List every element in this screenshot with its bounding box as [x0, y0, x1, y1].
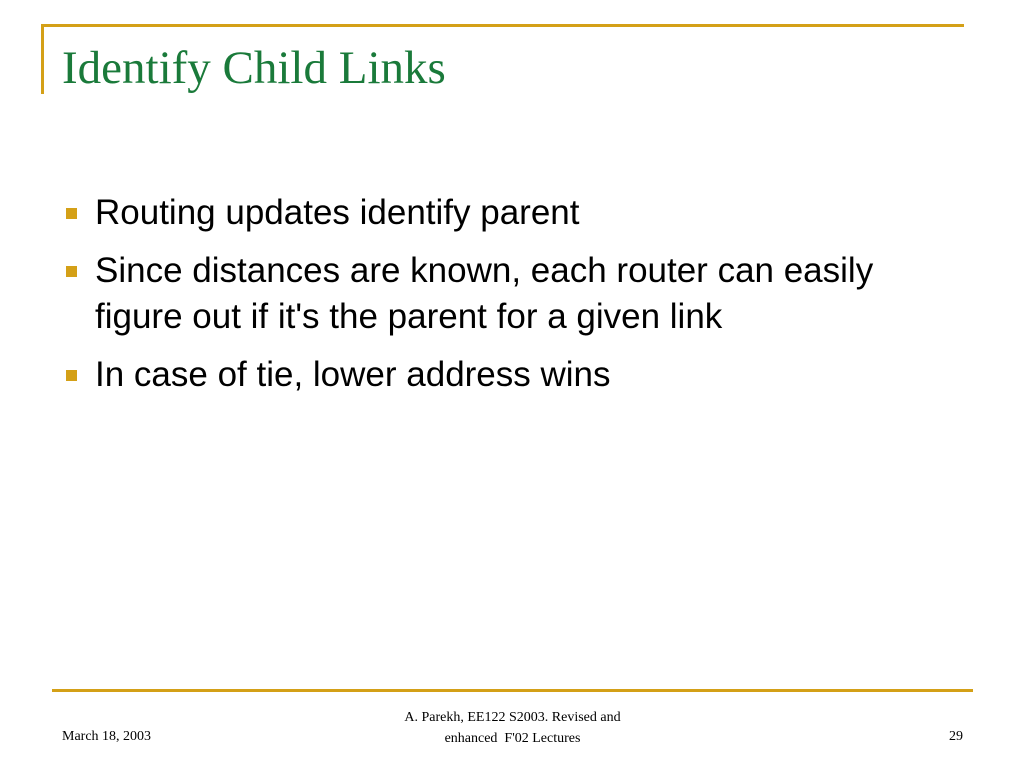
bullet-item — [62, 190, 942, 236]
footer-date: March 18, 2003 — [62, 729, 152, 744]
footer-credit-line1: A. Parekh, EE122 S2003. Revised and — [404, 710, 621, 725]
frame-top-line — [41, 24, 964, 27]
frame-left-line — [41, 24, 44, 94]
square-bullet-icon — [66, 208, 77, 219]
bullet-item — [62, 352, 942, 398]
footer-credit-line2: enhanced F'02 Lectures — [444, 731, 581, 746]
bullet-text: In case of tie, lower address wins — [95, 355, 611, 394]
bullet-text: Routing updates identify parent — [95, 193, 580, 232]
bullet-item — [62, 248, 942, 340]
square-bullet-icon — [66, 266, 77, 277]
footer-divider — [52, 689, 973, 692]
square-bullet-icon — [66, 370, 77, 381]
footer-credit — [370, 707, 655, 749]
bullet-list — [62, 190, 942, 410]
slide-title: Identify Child Links — [62, 42, 446, 94]
page-number: 29 — [949, 729, 963, 744]
bullet-text: Since distances are known, each router can easily figure out if it's the parent for a given link — [95, 251, 874, 336]
